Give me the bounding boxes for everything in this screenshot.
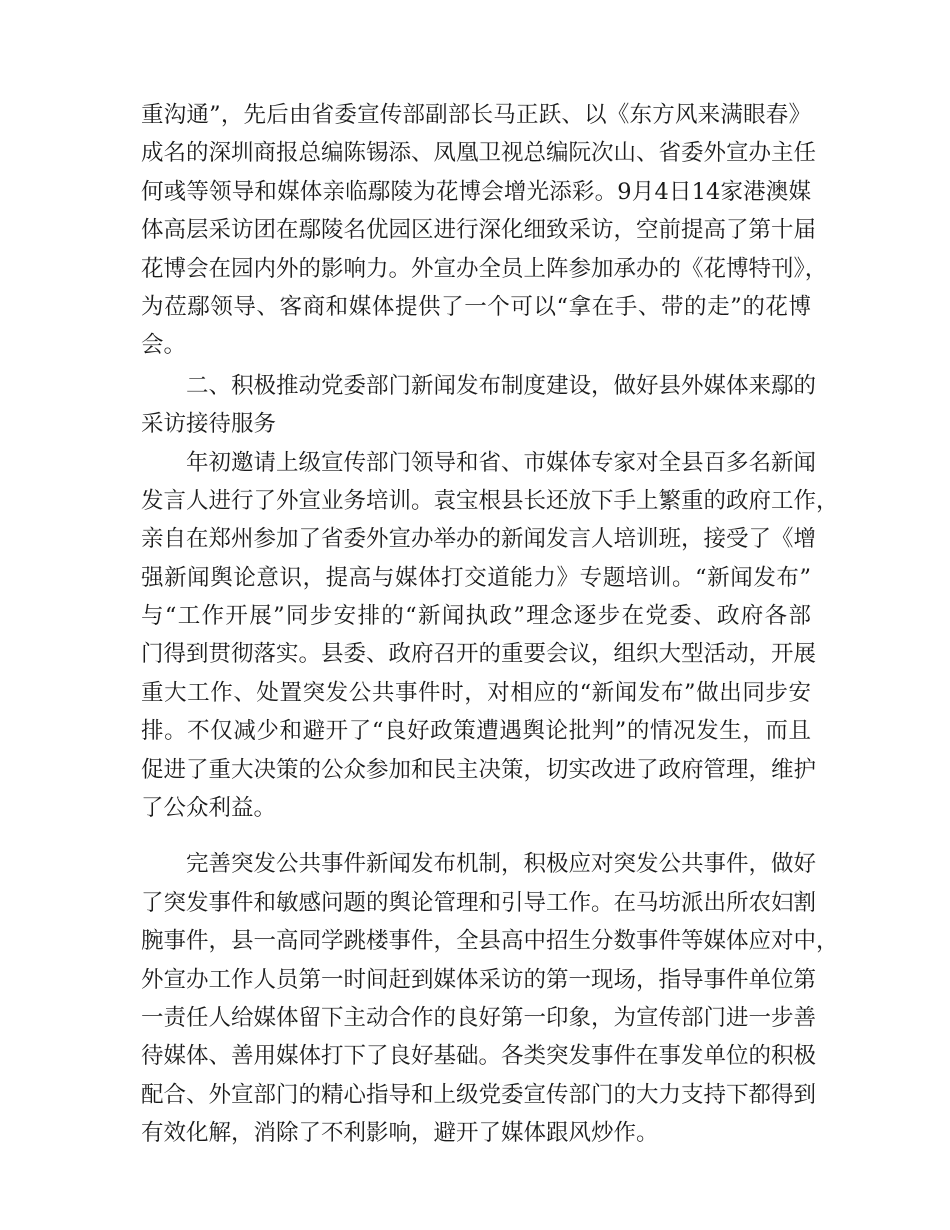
text-line: 门得到贯彻落实。县委、政府召开的重要会议，组织大型活动，开展 bbox=[141, 641, 817, 668]
heading-line: 采访接待服务 bbox=[141, 411, 277, 438]
text-line: 配合、外宣部门的精心指导和上级党委宣传部门的大力支持下都得到 bbox=[141, 1081, 817, 1108]
paragraph bbox=[141, 444, 839, 828]
text-line: 体高层采访团在鄢陵名优园区进行深化细致采访，空前提高了第十届 bbox=[141, 217, 817, 244]
paragraph bbox=[141, 845, 839, 1152]
text-line: 年初邀请上级宣传部门领导和省、市媒体专家对全县百多名新闻 bbox=[186, 449, 817, 476]
text-line: 亲自在郑州参加了省委外宣办举办的新闻发言人培训班，接受了《增 bbox=[141, 526, 817, 553]
text-line: 完善突发公共事件新闻发布机制，积极应对突发公共事件，做好 bbox=[186, 851, 817, 878]
text-line: 为莅鄢领导、客商和媒体提供了一个可以“拿在手、带的走”的花博 bbox=[141, 293, 811, 320]
text-line: 重大工作、处置突发公共事件时，对相应的“新闻发布”做出同步安 bbox=[141, 679, 811, 706]
document-body bbox=[141, 96, 839, 1153]
text-line: 了公众利益。 bbox=[141, 795, 277, 822]
paragraph-continued bbox=[141, 96, 828, 365]
paragraph-gap bbox=[141, 827, 811, 845]
text-line: 强新闻舆论意识，提高与媒体打交道能力》专题培训。“新闻发布” bbox=[141, 564, 811, 591]
text-line: 重沟通”，先后由省委宣传部副部长马正跃、以《东方风来满眼春》 bbox=[141, 102, 811, 128]
text-line: 花博会在园内外的影响力。外宣办全员上阵参加承办的《花博特刊》， bbox=[141, 255, 828, 282]
text-line: 外宣办工作人员第一时间赶到媒体采访的第一现场，指导事件单位第 bbox=[141, 966, 817, 993]
text-line: 腕事件，县一高同学跳楼事件，全县高中招生分数事件等媒体应对中， bbox=[141, 928, 839, 955]
text-line: 待媒体、善用媒体打下了良好基础。各类突发事件在事发单位的积极 bbox=[141, 1043, 817, 1070]
text-line: 促进了重大决策的公众参加和民主决策，切实改进了政府管理，维护 bbox=[141, 756, 817, 783]
text-line: 与“工作开展”同步安排的“新闻执政”理念逐步在党委、政府各部 bbox=[141, 603, 811, 630]
section-heading bbox=[141, 367, 817, 444]
text-line: 何彧等领导和媒体亲临鄢陵为花博会增光添彩。9月4日14家港澳媒 bbox=[141, 178, 811, 205]
heading-line: 二、积极推动党委部门新闻发布制度建设，做好县外媒体来鄢的 bbox=[186, 372, 817, 399]
text-line: 了突发事件和敏感问题的舆论管理和引导工作。在马坊派出所农妇割 bbox=[141, 889, 817, 916]
text-line: 发言人进行了外宣业务培训。袁宝根县长还放下手上繁重的政府工作， bbox=[141, 487, 839, 514]
text-line: 有效化解，消除了不利影响，避开了媒体跟风炒作。 bbox=[141, 1120, 659, 1147]
text-line: 会。 bbox=[141, 332, 187, 359]
text-line: 成名的深圳商报总编陈锡添、凤凰卫视总编阮次山、省委外宣办主任 bbox=[141, 140, 817, 167]
text-line: 一责任人给媒体留下主动合作的良好第一印象，为宣传部门进一步善 bbox=[141, 1004, 817, 1031]
text-line: 排。不仅减少和避开了“良好政策遭遇舆论批判”的情况发生，而且 bbox=[141, 718, 811, 745]
